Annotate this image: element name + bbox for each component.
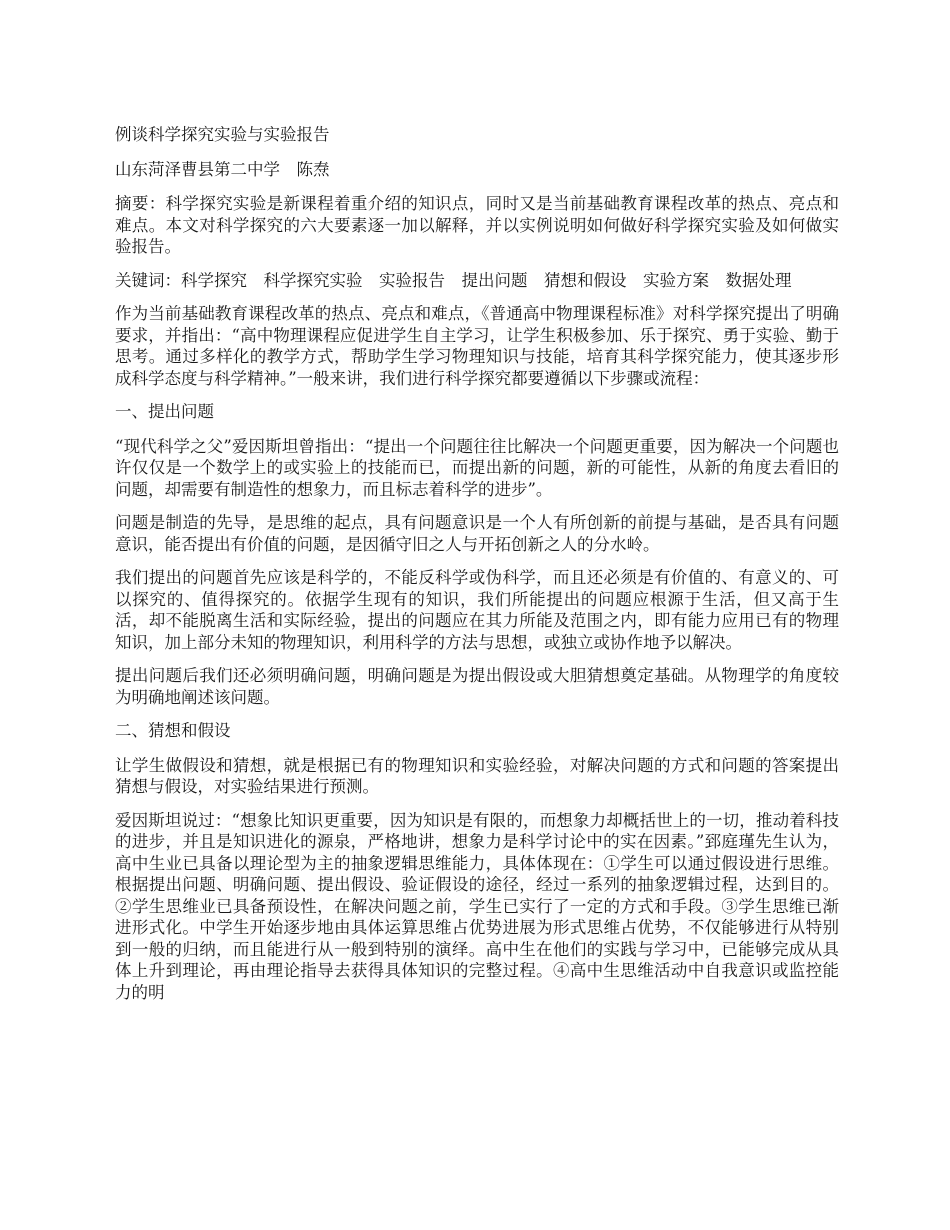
intro-paragraph: 作为当前基础教育课程改革的热点、亮点和难点，《普通高中物理课程标准》对科学探究提出了明确要求，并指出：“高中物理课程应促进学生自主学习，让学生积极参加、乐于探究、勇于实验、勤于思考。通过多样化的教学方式，帮助学生学习物理知识与技能，培育其科学探究能力，使其逐步形成科学态度与科学精神。”一般来讲，我们进行科学探究都要遵循以下步骤或流程： [115, 304, 839, 388]
abstract-paragraph: 摘要：科学探究实验是新课程着重介绍的知识点，同时又是当前基础教育课程改革的热点、亮点和难点。本文对科学探究的六大要素逐一加以解释，并以实例说明如何做好科学探究实验及如何做实验报告。 [115, 194, 839, 256]
section1-paragraph-1: “现代科学之父”爱因斯坦曾指出：“提出一个问题往往比解决一个问题更重要，因为解决一个问题也许仅仅是一个数学上的或实验上的技能而已，而提出新的问题，新的可能性，从新的角度去看旧的问题，却需要有制造性的想象力，而且标志着科学的进步”。 [115, 436, 839, 499]
document-title: 例谈科学探究实验与实验报告 [115, 125, 330, 144]
section2-paragraph-1: 让学生做假设和猜想，就是根据已有的物理知识和实验经验，对解决问题的方式和问题的答案提出猜想与假设，对实验结果进行预测。 [115, 755, 839, 796]
section1-paragraph-2: 问题是制造的先导，是思维的起点，具有问题意识是一个人有所创新的前提与基础，是否具有问题意识，能否提出有价值的问题，是因循守旧之人与开拓创新之人的分水岭。 [115, 513, 839, 554]
document-page [115, 124, 839, 1015]
section1-paragraph-3: 我们提出的问题首先应该是科学的，不能反科学或伪科学，而且还必须是有价值的、有意义的、可以探究的、值得探究的。依据学生现有的知识，我们所能提出的问题应根源于生活，但又高于生活，却不能脱离生活和实际经验，提出的问题应在其力所能及范围之内，即有能力应用已有的物理知识，加上部分未知的物理知识，利用科学的方法与思想，或独立或协作地予以解决。 [115, 568, 839, 652]
section1-paragraph-4: 提出问题后我们还必须明确问题，明确问题是为提出假设或大胆猜想奠定基础。从物理学的角度较为明确地阐述该问题。 [115, 666, 839, 707]
document-author: 山东菏泽曹县第二中学 陈焘 [115, 159, 330, 179]
section-heading-1: 一、提出问题 [115, 402, 214, 421]
keywords-paragraph: 关键词：科学探究 科学探究实验 实验报告 提出问题 猜想和假设 实验方案 数据处理 [115, 270, 792, 290]
section2-paragraph-2: 爱因斯坦说过：“想象比知识更重要，因为知识是有限的，而想象力却概括世上的一切，推动着科技的进步，并且是知识进化的源泉，严格地讲，想象力是科学讨论中的实在因素。”郅庭瑾先生认为，高中生业已具备以理论型为主的抽象逻辑思维能力，具体体现在：①学生可以通过假设进行思维。根据提出问题、明确问题、提出假设、验证假设的途径，经过一系列的抽象逻辑过程，达到目的。②学生思维业已具备预设性，在解决问题之前，学生已实行了一定的方式和手段。③学生思维已渐进形式化。中学生开始逐步地由具体运算思维占优势进展为形式思维占优势，不仅能够进行从特别到一般的归纳，而且能进行从一般到特别的演绎。高中生在他们的实践与学习中，已能够完成从具体上升到理论，再由理论指导去获得具体知识的完整过程。④高中生思维活动中自我意识或监控能力的明 [115, 810, 839, 1002]
section-heading-2: 二、猜想和假设 [115, 721, 231, 740]
